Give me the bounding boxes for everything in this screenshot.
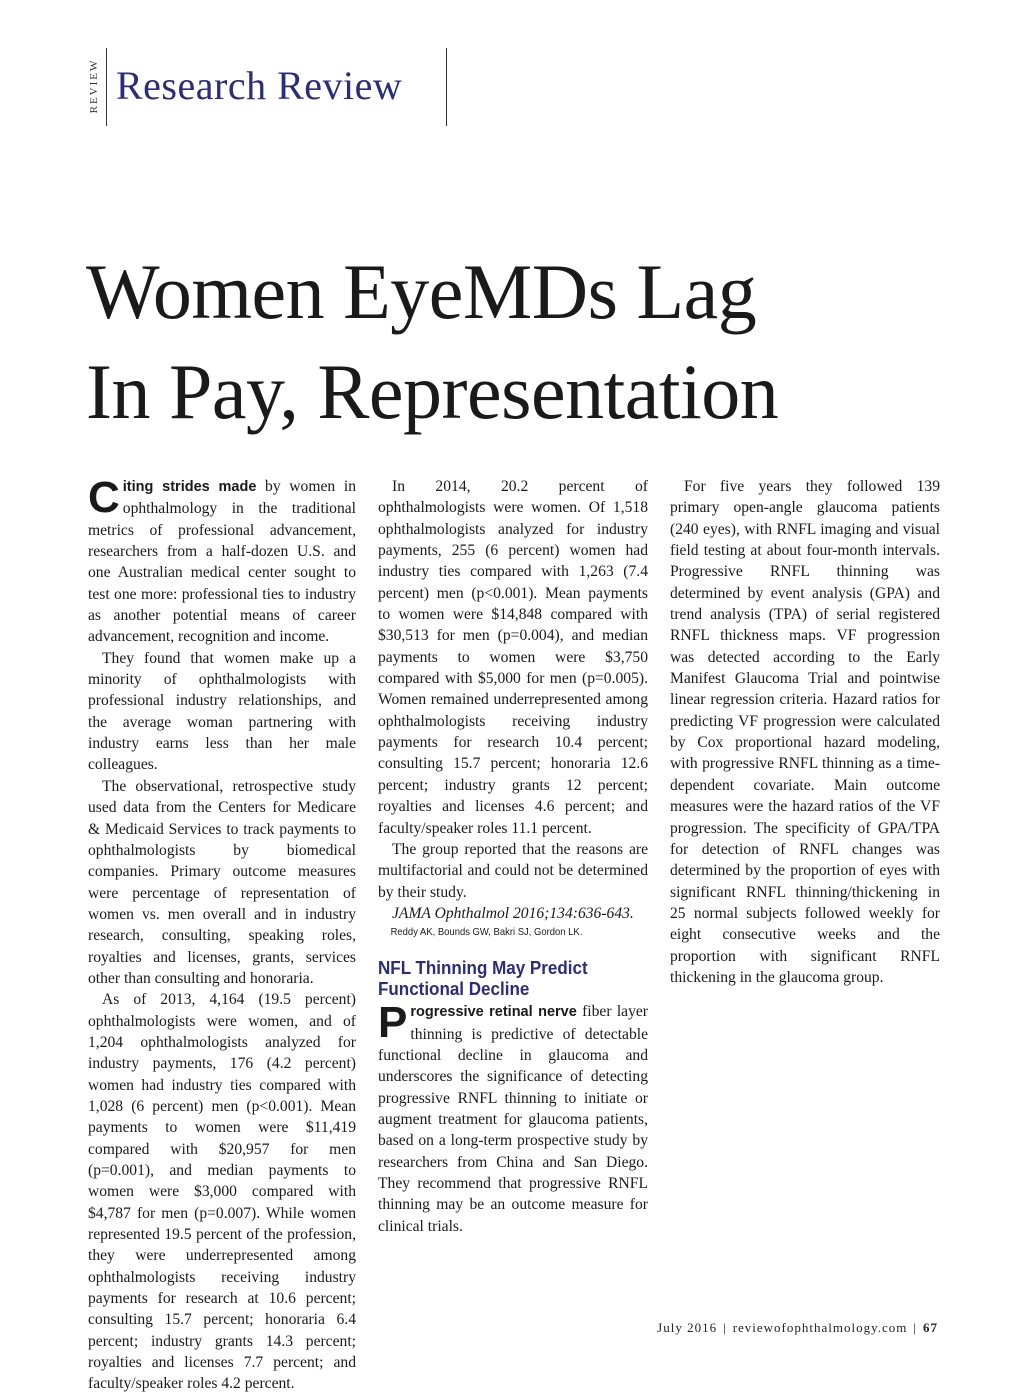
headline-line-1: Women EyeMDs Lag (86, 248, 757, 335)
headline-line-2: In Pay, Representation (86, 348, 779, 435)
header-rule-right (446, 48, 447, 126)
dropcap: P (378, 998, 408, 1048)
footer-site-link[interactable]: reviewofophthalmology.com (732, 1320, 908, 1335)
column-1 (88, 473, 356, 1395)
article2-paragraph-2: For five years they followed 139 primary open-angle glaucoma patients (240 eyes), with RNFL imaging and visual field testing at about four-month intervals. Progressive RNFL thinning was determined by event analysis (GPA) and trend analysis (TPA) of serial registered RNFL thickness maps. VF progression was detected according to the Early Manifest Glaucoma Trial and pointwise linear regression criteria. Hazard ratios for predicting VF progression were calculated by Cox proportional hazard modeling, with progressive RNFL thinning as a time-dependent covariate. Main outcome measures were the hazard ratios of the VF progression. The specificity of GPA/TPA for detection of RNFL changes was determined by the proportion of eyes with significant RNFL thinning/thickening in 25 normal subjects followed weekly for eight consecutive weeks and the proportion with significant RNFL thickening in the glaucoma group. (670, 478, 940, 986)
column-3 (670, 476, 940, 988)
headline (86, 242, 966, 442)
article1-paragraph-2: They found that women make up a minority of ophthalmologists with professional industry relationships, and the average woman partnering with industry earns less than her male colleagues. (88, 649, 356, 774)
article1-paragraph-5: In 2014, 20.2 percent of ophthalmologists were women. Of 1,518 ophthalmologists analyzed for industry payments, 255 (6 percent) women had industry ties compared with 1,263 (7.4 percent) men (p<0.001). Mean payments to women were $14,848 compared with $30,513 for men (p=0.004), and median payments to women were $3,750 compared with $5,000 for men (p=0.005). Women remained underrepresented among ophthalmologists receiving industry payments for research 10.4 percent; consulting 15.7 percent; honoraria 12.6 percent; industry grants 12 percent; royalties and licenses 4.6 percent; and faculty/speaker roles 11.1 percent. (378, 478, 648, 837)
article1-paragraph-6: The group reported that the reasons are multifactorial and could not be determined by their study. (378, 840, 648, 901)
lead-in: rogressive retinal nerve (410, 1004, 577, 1021)
column-2 (378, 476, 648, 1237)
citation: JAMA Ophthalmol 2016;134:636-643. (392, 904, 634, 922)
page-number: 67 (923, 1320, 938, 1335)
header-rule-left (106, 48, 107, 126)
article2-paragraph-1: Progressive retinal nerve fiber layer thinning is predictive of detectable functional decline in glaucoma and underscores the significance of detecting progressive RNFL thinning to initiate or augment treatment for glaucoma patients, based on a long-term prospective study by researchers from China and San Diego. They recommend that progressive RNFL thinning may be an outcome measure for clinical trials. (378, 998, 648, 1235)
page-footer: July 2016 | reviewofophthalmology.com | 67 (657, 1320, 938, 1335)
section-title: Research Review (116, 63, 403, 108)
dropcap: C (88, 473, 120, 522)
article1-paragraph-1: Citing strides made by women in ophthalmology in the traditional metrics of professional advancement, researchers from a half-dozen U.S. and one Australian medical center sought to test one more: professional ties to industry as another potential means of career advancement, recognition and income. (88, 473, 356, 646)
article2-title: NFL Thinning May Predict Functional Decline (378, 957, 588, 1000)
article1-paragraph-3: The observational, retrospective study used data from the Centers for Medicare & Medicaid Services to track payments to ophthalmologists by biomedical companies. Primary outcome measures were percentage of representation of women vs. men overall and in industry research, consulting, speaking roles, royalties and licenses, grants, services other than consulting and honoraria. (88, 777, 356, 987)
footer-date: July 2016 (657, 1320, 718, 1335)
authors: Reddy AK, Bounds GW, Bakri SJ, Gordon LK. (390, 926, 583, 939)
review-vertical-label: REVIEW (88, 58, 100, 114)
article1-paragraph-4: As of 2013, 4,164 (19.5 percent) ophthalmologists were women, and of 1,204 ophthalmologists analyzed for industry payments, 176 (4.2 percent) women had industry ties compared with 1,028 (6 percent) men (p<0.001). Mean payments to women were $11,419 compared with $20,957 for men (p=0.001), and median payments to women were $3,000 compared with $4,787 for men (p=0.007). While women represented 19.5 percent of the profession, they were underrepresented among ophthalmologists receiving industry payments for research at 10.6 percent; consulting 15.7 percent; honoraria 6.4 percent; industry grants 14.3 percent; royalties and licenses 7.7 percent; and faculty/speaker roles 4.2 percent. (88, 991, 356, 1393)
lead-in: iting strides made (122, 479, 257, 495)
